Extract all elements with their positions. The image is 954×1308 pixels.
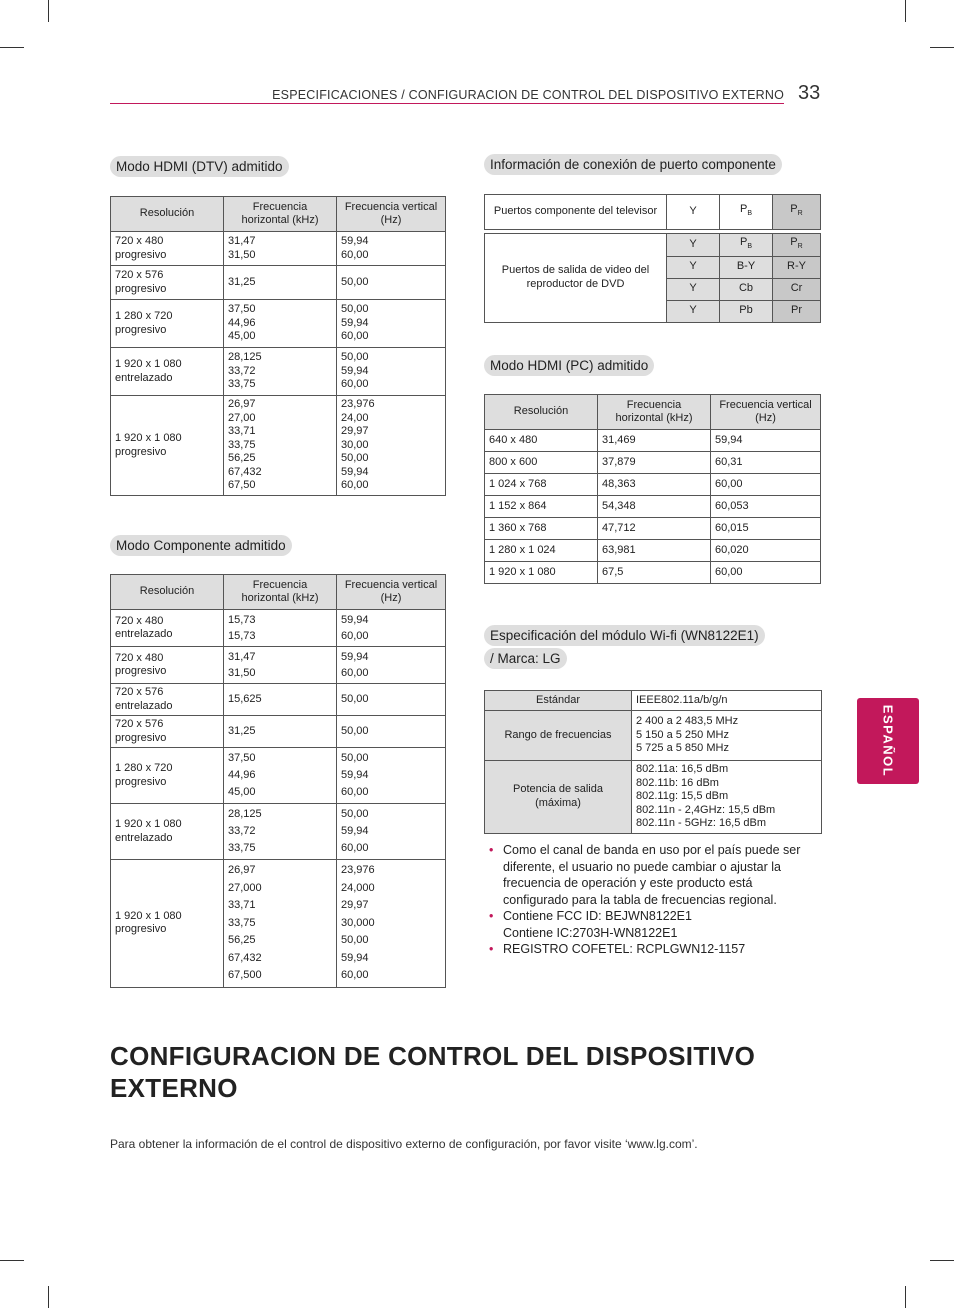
table-row — [485, 540, 821, 562]
componente-table — [110, 574, 446, 988]
table-cell: 63,981 — [598, 540, 711, 562]
table-cell: 720 x 480 progresivo — [111, 232, 224, 266]
table-cell: 60,053 — [711, 496, 821, 518]
table-cell: 1 024 x 768 — [485, 474, 598, 496]
table-cell: 50,00 59,94 60,00 — [337, 348, 446, 396]
table-row — [485, 518, 821, 540]
crop-mark — [48, 0, 49, 22]
table-cell: 59,94 — [711, 430, 821, 452]
header-cell: Frecuencia horizontal (kHz) — [224, 575, 337, 610]
port-cell: Pr — [773, 300, 821, 322]
port-cell: Y — [667, 278, 720, 300]
port-cell: Y — [667, 256, 720, 278]
crop-mark — [930, 47, 954, 48]
tv-ports-label: Puertos componente del televisor — [485, 195, 667, 230]
table-cell: 47,712 — [598, 518, 711, 540]
language-tab-label: ESPAÑOL — [880, 704, 896, 778]
table-cell: 31,47 31,50 — [224, 232, 337, 266]
table-row — [485, 496, 821, 518]
header-cell: Frecuencia horizontal (kHz) — [224, 197, 337, 232]
crop-mark — [930, 1260, 954, 1261]
header-cell: Frecuencia vertical (Hz) — [337, 197, 446, 232]
hdmi-pc-table — [484, 394, 821, 584]
table-row — [485, 474, 821, 496]
port-cell: Cr — [773, 278, 821, 300]
table-cell: 50,00 59,94 60,00 — [337, 748, 446, 804]
table-cell: 54,348 — [598, 496, 711, 518]
dvd-ports-label: Puertos de salida de video del reproductor de DVD — [485, 234, 667, 323]
wifi-title-line1: Especificación del módulo Wi-fi (WN8122E1) — [484, 625, 765, 646]
table-row — [485, 452, 821, 474]
table-cell: 37,50 44,96 45,00 — [224, 748, 337, 804]
tv-ports-table — [484, 194, 821, 230]
header-cell: Frecuencia horizontal (kHz) — [598, 395, 711, 430]
table-cell: 50,00 — [337, 716, 446, 748]
port-cell: $P_R$ — [773, 195, 821, 230]
table-cell: 1 920 x 1 080 progresivo — [111, 396, 224, 496]
list-item: • Contiene FCC ID: BEJWN8122E1 Contiene IC:2703H-WN8122E1 — [487, 908, 817, 941]
table-cell: 800 x 600 — [485, 452, 598, 474]
table-cell: 60,015 — [711, 518, 821, 540]
table-cell: 50,00 59,94 60,00 — [337, 804, 446, 860]
table-cell: 23,976 24,000 29,97 30,000 50,00 59,94 60,00 — [337, 860, 446, 988]
table-cell: 1 280 x 720 progresivo — [111, 300, 224, 348]
table-cell: 1 920 x 1 080 — [485, 562, 598, 584]
table-cell: 31,25 — [224, 716, 337, 748]
table-cell: 28,125 33,72 33,75 — [224, 804, 337, 860]
table-cell: 31,47 31,50 — [224, 647, 337, 684]
table-cell: 720 x 576 entrelazado — [111, 684, 224, 716]
table-cell: 720 x 576 progresivo — [111, 716, 224, 748]
port-cell: Y — [667, 234, 720, 257]
wifi-value-cell: IEEE802.11a/b/g/n — [632, 691, 822, 711]
header-cell: Resolución — [485, 395, 598, 430]
crop-mark — [905, 1286, 906, 1308]
table-cell: 640 x 480 — [485, 430, 598, 452]
port-cell: R-Y — [773, 256, 821, 278]
table-cell: 23,976 24,00 29,97 30,00 50,00 59,94 60,00 — [337, 396, 446, 496]
wifi-label-cell: Potencia de salida (máxima) — [485, 761, 632, 834]
table-cell: 26,97 27,00 33,71 33,75 56,25 67,432 67,50 — [224, 396, 337, 496]
section-title: CONFIGURACION DE CONTROL DEL DISPOSITIVO EXTERNO — [110, 1041, 756, 1103]
crop-mark — [48, 1286, 49, 1308]
port-cell: $P_R$ — [773, 234, 821, 257]
puerto-componente-title: Información de conexión de puerto componente — [484, 154, 782, 175]
hdmi-dtv-title: Modo HDMI (DTV) admitido — [110, 156, 289, 177]
table-cell: 48,363 — [598, 474, 711, 496]
table-cell: 50,00 — [337, 684, 446, 716]
hdmi-pc-title: Modo HDMI (PC) admitido — [484, 355, 654, 376]
crop-mark — [0, 1260, 24, 1261]
table-cell: 15,625 — [224, 684, 337, 716]
table-cell: 59,94 60,00 — [337, 232, 446, 266]
table-cell: 67,5 — [598, 562, 711, 584]
section-text: Para obtener la información de el control de dispositivo externo de configuración, por favor visite ‘www.lg.com’. — [110, 1137, 698, 1151]
table-cell: 59,94 60,00 — [337, 647, 446, 684]
table-cell: 1 360 x 768 — [485, 518, 598, 540]
crop-mark — [0, 47, 24, 48]
table-cell: 31,469 — [598, 430, 711, 452]
table-cell: 1 152 x 864 — [485, 496, 598, 518]
table-cell: 1 280 x 1 024 — [485, 540, 598, 562]
page-number: 33 — [798, 82, 821, 104]
header-cell: Frecuencia vertical (Hz) — [337, 575, 446, 610]
port-cell: Y — [667, 300, 720, 322]
table-cell: 60,00 — [711, 474, 821, 496]
table-cell: 60,00 — [711, 562, 821, 584]
hdmi-dtv-table — [110, 196, 446, 496]
table-cell: 26,97 27,000 33,71 33,75 56,25 67,432 67,500 — [224, 860, 337, 988]
table-cell: 60,31 — [711, 452, 821, 474]
header-cell: Resolución — [111, 197, 224, 232]
port-cell: B-Y — [720, 256, 773, 278]
port-cell: Cb — [720, 278, 773, 300]
table-cell: 50,00 59,94 60,00 — [337, 300, 446, 348]
dvd-ports-table — [484, 233, 821, 323]
language-tab — [857, 698, 919, 784]
header-rule — [110, 103, 784, 104]
table-cell: 60,020 — [711, 540, 821, 562]
port-cell: Y — [667, 195, 720, 230]
table-cell: 1 920 x 1 080 entrelazado — [111, 348, 224, 396]
table-cell: 1 920 x 1 080 entrelazado — [111, 804, 224, 860]
table-cell: 1 920 x 1 080 progresivo — [111, 860, 224, 988]
list-item: • REGISTRO COFETEL: RCPLGWN12-1157 — [487, 941, 817, 958]
table-cell: 31,25 — [224, 266, 337, 300]
table-cell: 59,94 60,00 — [337, 610, 446, 647]
table-cell: 720 x 576 progresivo — [111, 266, 224, 300]
table-cell: 50,00 — [337, 266, 446, 300]
wifi-label-cell: Estándar — [485, 691, 632, 711]
wifi-label-cell: Rango de frecuencias — [485, 711, 632, 761]
wifi-value-cell: 2 400 a 2 483,5 MHz 5 150 a 5 250 MHz 5 725 a 5 850 MHz — [632, 711, 822, 761]
port-cell: $P_B$ — [720, 195, 773, 230]
table-cell: 37,50 44,96 45,00 — [224, 300, 337, 348]
table-cell: 15,73 15,73 — [224, 610, 337, 647]
port-cell: Pb — [720, 300, 773, 322]
port-cell: $P_B$ — [720, 234, 773, 257]
wifi-title-line2: / Marca: LG — [484, 648, 567, 669]
crop-mark — [905, 0, 906, 22]
list-item: • Como el canal de banda en uso por el país puede ser diferente, el usuario no puede cambiar o ajustar la frecuencia de operación y este producto está configurado para la tabla de frecuencias regional. — [487, 842, 817, 908]
running-header: ESPECIFICACIONES / CONFIGURACION DE CONTROL DEL DISPOSITIVO EXTERNO — [272, 88, 784, 102]
table-cell: 28,125 33,72 33,75 — [224, 348, 337, 396]
table-row — [485, 430, 821, 452]
table-cell: 720 x 480 progresivo — [111, 647, 224, 684]
table-cell: 1 280 x 720 progresivo — [111, 748, 224, 804]
wifi-table — [484, 690, 822, 834]
wifi-notes — [487, 842, 817, 958]
header-cell: Frecuencia vertical (Hz) — [711, 395, 821, 430]
table-row — [485, 562, 821, 584]
table-cell: 37,879 — [598, 452, 711, 474]
table-cell: 720 x 480 entrelazado — [111, 610, 224, 647]
header-cell: Resolución — [111, 575, 224, 610]
wifi-value-cell: 802.11a: 16,5 dBm 802.11b: 16 dBm 802.11g: 15,5 dBm 802.11n - 2,4GHz: 15,5 dBm 802.11n - 5GHz: 16,5 dBm — [632, 761, 822, 834]
componente-title: Modo Componente admitido — [110, 535, 292, 556]
